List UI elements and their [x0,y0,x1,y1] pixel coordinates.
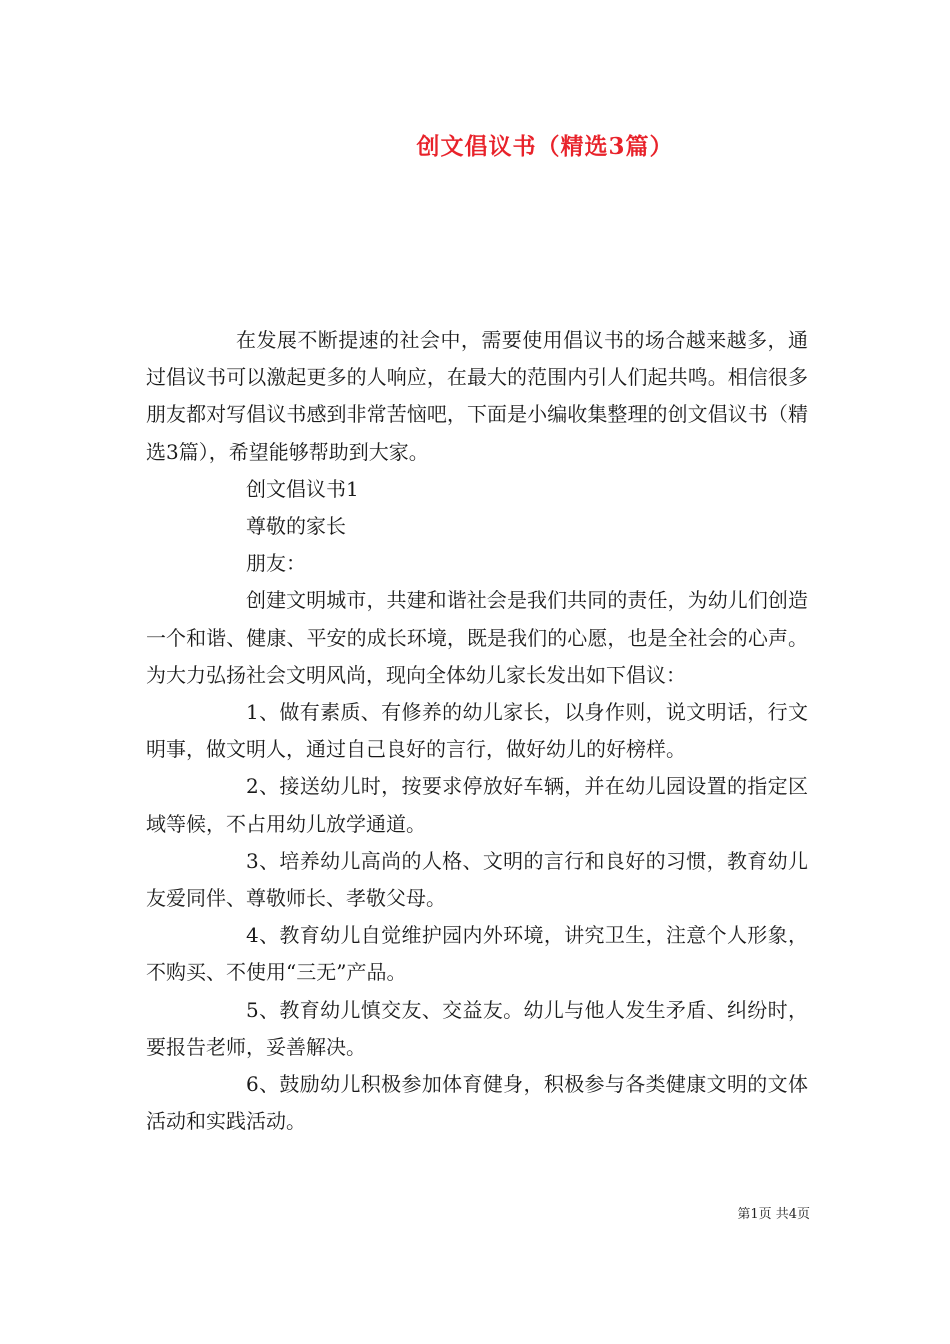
list-item: 4、教育幼儿自觉维护园内外环境，讲究卫生，注意个人形象，不购买、不使用“三无”产品。 [146,923,808,985]
salutation-line-2: 朋友： [246,551,306,576]
list-item: 5、教育幼儿慎交友、交益友。幼儿与他人发生矛盾、纠纷时，要报告老师，妥善解决。 [146,997,808,1059]
section-title: 创文倡议书1 [246,476,359,501]
list-item: 2、接送幼儿时，按要求停放好车辆，并在幼儿园设置的指定区域等候，不占用幼儿放学通道。 [146,774,808,836]
list-item: 6、鼓励幼儿积极参加体育健身，积极参与各类健康文明的文体活动和实践活动。 [146,1072,808,1134]
list-item: 1、做有素质、有修养的幼儿家长，以身作则，说文明话，行文明事，做文明人，通过自己良好的言行，做好幼儿的好榜样。 [146,700,808,762]
intro-paragraph: 在发展不断提速的社会中，需要使用倡议书的场合越来越多，通过倡议书可以激起更多的人响应，在最大的范围内引人们起共鸣。相信很多朋友都对写倡议书感到非常苦恼吧，下面是小编收集整理的创文倡议书（精选3篇），希望能够帮助到大家。 [146,328,808,464]
document-body [146,322,808,1140]
document-title: 创文倡议书（精选3篇） [416,133,674,160]
list-item: 3、培养幼儿高尚的人格、文明的言行和良好的习惯，教育幼儿友爱同伴、尊敬师长、孝敬父母。 [146,848,808,911]
opening-paragraph: 创建文明城市，共建和谐社会是我们共同的责任，为幼儿们创造一个和谐、健康、平安的成长环境，既是我们的心愿，也是全社会的心声。为大力弘扬社会文明风尚，现向全体幼儿家长发出如下倡议： [146,588,808,687]
page-number-footer: 第1页 共4页 [737,1207,810,1222]
salutation-line-1: 尊敬的家长 [246,514,346,539]
